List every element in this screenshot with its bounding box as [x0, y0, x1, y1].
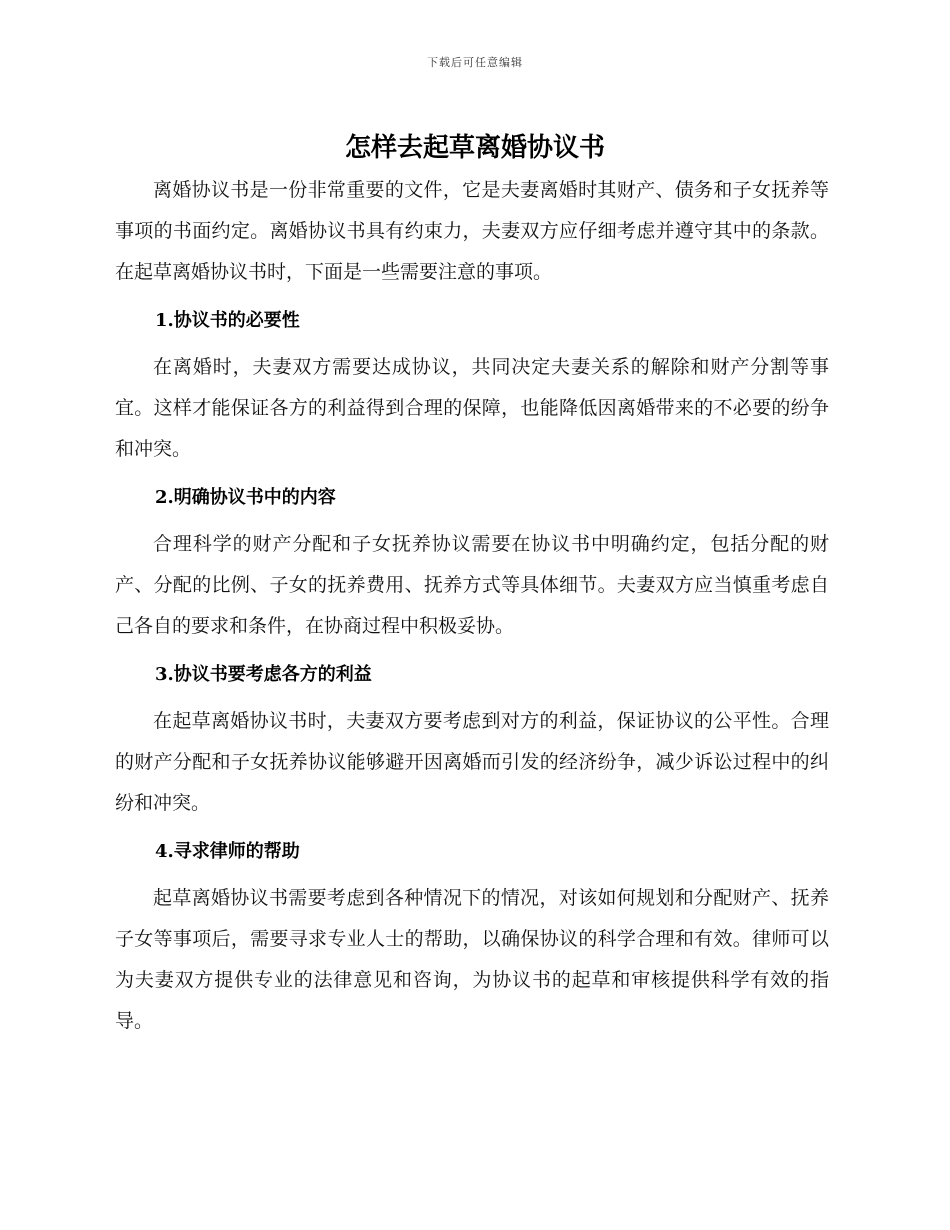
intro-paragraph: 离婚协议书是一份非常重要的文件，它是夫妻离婚时其财产、债务和子女抚养等事项的书面约定。离婚协议书具有约束力，夫妻双方应仔细考虑并遵守其中的条款。在起草离婚协议书时，下面是一些需要注意的事项。 [115, 179, 829, 283]
section-body-3: 在起草离婚协议书时，夫妻双方要考虑到对方的利益，保证协议的公平性。合理的财产分配和子女抚养协议能够避开因离婚而引发的经济纷争，减少诉讼过程中的纠纷和冲突。 [115, 710, 829, 814]
section-body-1: 在离婚时，夫妻双方需要达成协议，共同决定夫妻关系的解除和财产分割等事宜。这样才能保证各方的利益得到合理的保障，也能降低因离婚带来的不必要的纷争和冲突。 [115, 356, 829, 460]
section-heading-3: 3.协议书要考虑各方的利益 [155, 664, 372, 685]
section-body-2: 合理科学的财产分配和子女抚养协议需要在协议书中明确约定，包括分配的财产、分配的比例、子女的抚养费用、抚养方式等具体细节。夫妻双方应当慎重考虑自己各自的要求和条件，在协商过程中积极妥协。 [115, 533, 829, 637]
section-heading-2: 2.明确协议书中的内容 [155, 487, 336, 508]
section-heading-4: 4.寻求律师的帮助 [155, 841, 300, 862]
document-body [115, 170, 829, 1042]
section-heading-1: 1.协议书的必要性 [155, 310, 300, 331]
header-note: 下载后可任意编辑 [427, 56, 523, 69]
section-body-4: 起草离婚协议书需要考虑到各种情况下的情况，对该如何规划和分配财产、抚养子女等事项后，需要寻求专业人士的帮助，以确保协议的科学合理和有效。律师可以为夫妻双方提供专业的法律意见和咨询，为协议书的起草和审核提供科学有效的指导。 [115, 887, 829, 1032]
document-title: 怎样去起草离婚协议书 [344, 133, 605, 163]
